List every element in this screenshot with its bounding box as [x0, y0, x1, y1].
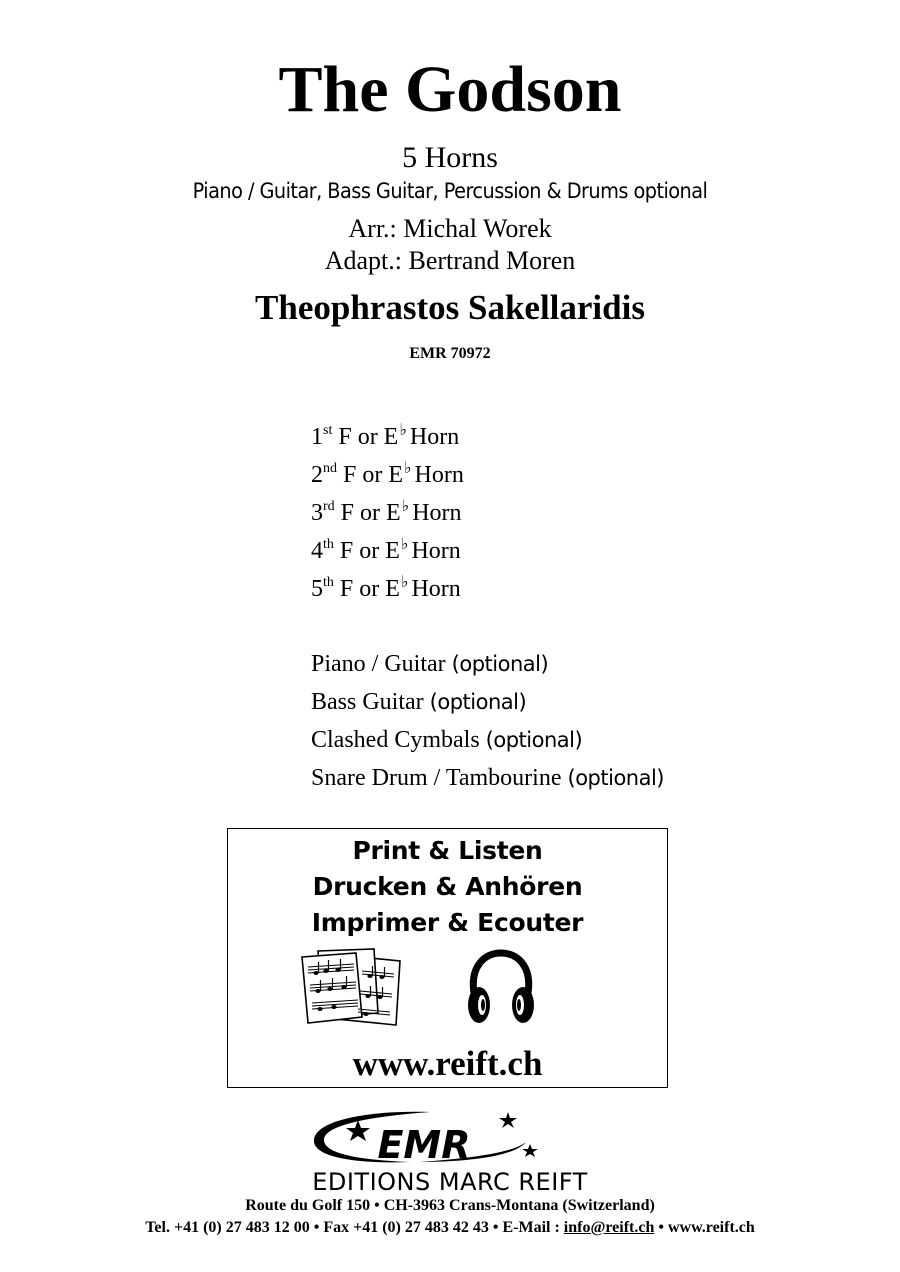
optional-note: (optional) — [485, 728, 583, 752]
part-instrument: Horn — [411, 576, 461, 602]
part-key: F or E — [333, 576, 400, 602]
part-item — [311, 456, 464, 494]
emr-logo — [300, 1108, 550, 1168]
part-item — [311, 570, 464, 608]
publisher-address: Route du Golf 150 • CH-3963 Crans-Montana (Switzerland) — [245, 1197, 655, 1214]
optional-note: (optional) — [451, 652, 549, 676]
optional-part-name: Clashed Cymbals — [311, 727, 480, 753]
page-title: The Godson — [278, 53, 622, 126]
optional-note: (optional) — [429, 690, 527, 714]
part-number: 3 — [311, 500, 323, 526]
part-number: 4 — [311, 538, 323, 564]
optional-part-item — [311, 721, 664, 759]
composer: Theophrastos Sakellaridis — [255, 288, 645, 327]
part-number: 2 — [311, 462, 323, 488]
optional-part-item — [311, 683, 664, 721]
part-key: F or E — [337, 462, 403, 488]
optional-part-name: Snare Drum / Tambourine — [311, 765, 562, 791]
promo-line-english: Print & Listen — [352, 836, 543, 865]
part-key: F or E — [333, 538, 400, 564]
optional-note: (optional) — [567, 766, 664, 790]
email-link[interactable]: info@reift.ch — [563, 1219, 655, 1236]
optional-part-item — [311, 645, 664, 683]
part-item — [311, 418, 464, 456]
flat-icon: ♭ — [400, 534, 409, 553]
subtitle: 5 Horns — [402, 141, 498, 174]
arranger: Arr.: Michal Worek — [348, 214, 552, 243]
flat-icon: ♭ — [399, 420, 407, 439]
adapter: Adapt.: Bertrand Moren — [324, 246, 576, 275]
promo-url[interactable]: www.reift.ch — [352, 1044, 543, 1083]
contact-phone-fax: Tel. +41 (0) 27 483 12 00 • Fax +41 (0) 27 483 42 43 • E-Mail : — [145, 1219, 564, 1236]
part-instrument: Horn — [411, 538, 461, 564]
optional-part-name: Piano / Guitar — [311, 651, 446, 677]
parts-list — [311, 418, 464, 608]
flat-icon: ♭ — [401, 496, 410, 515]
part-number: 1 — [311, 424, 323, 450]
part-instrument: Horn — [409, 424, 460, 450]
publisher-name: EDITIONS MARC REIFT — [312, 1168, 588, 1196]
part-item — [311, 532, 464, 570]
part-item — [311, 494, 464, 532]
part-instrument: Horn — [414, 462, 464, 488]
catalog-number: EMR 70972 — [409, 345, 491, 362]
publisher-contact — [0, 1218, 900, 1238]
promo-line-french: Imprimer & Ecouter — [311, 908, 584, 937]
sheet-music-icon — [300, 947, 412, 1029]
part-ordinal: th — [323, 575, 334, 590]
part-ordinal: nd — [323, 461, 337, 476]
print-listen-box — [227, 828, 668, 1088]
contact-website[interactable]: • www.reift.ch — [654, 1219, 755, 1236]
part-ordinal: st — [323, 423, 333, 438]
promo-line-german: Drucken & Anhören — [312, 872, 583, 901]
instrumentation-line: Piano / Guitar, Bass Guitar, Percussion & Drums optional — [192, 179, 708, 203]
flat-icon: ♭ — [404, 458, 412, 477]
optional-part-name: Bass Guitar — [311, 689, 424, 715]
flat-icon: ♭ — [400, 572, 409, 591]
part-ordinal: th — [323, 537, 334, 552]
part-ordinal: rd — [323, 499, 335, 514]
part-key: F or E — [334, 500, 401, 526]
optional-part-item — [311, 759, 664, 797]
optional-parts-list — [311, 645, 664, 797]
part-instrument: Horn — [412, 500, 462, 526]
headphones-icon — [464, 947, 538, 1029]
part-key: F or E — [332, 424, 399, 450]
part-number: 5 — [311, 576, 323, 602]
emr-logo-text: EMR — [377, 1123, 471, 1167]
